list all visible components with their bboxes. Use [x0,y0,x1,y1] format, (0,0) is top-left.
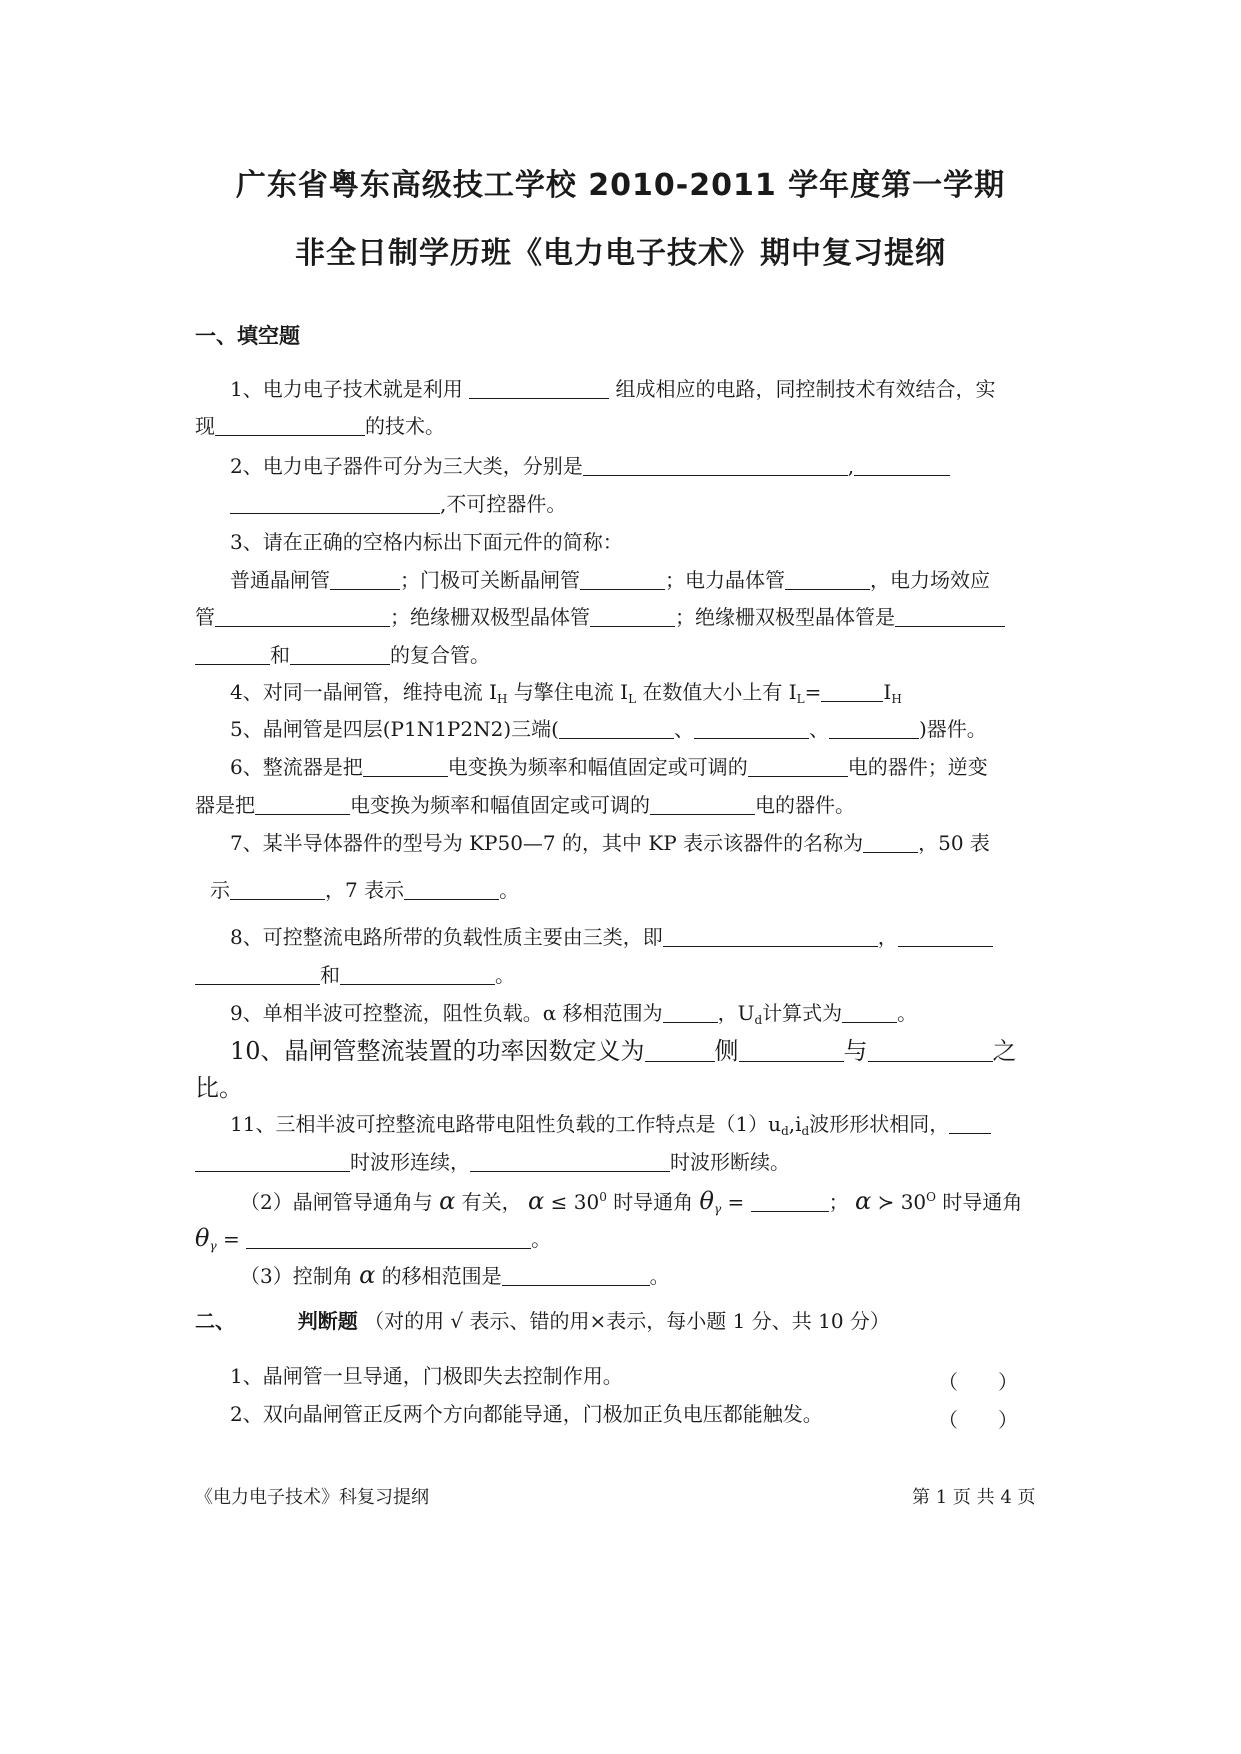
answer-blank[interactable] [751,1193,829,1212]
title-line-2: 非全日制学历班《电力电子技术》期中复习提纲 [295,236,946,271]
answer-blank[interactable] [785,571,870,590]
question-3-line-3: 管 ；绝缘栅双极型晶体管 ；绝缘栅双极型晶体管是 [195,607,1005,627]
question-11-line-3: （2）晶闸管导通角与 α 有关， $\alpha \le 30^0$ 时导通角 $\theta_\gamma$ = ； α ≻ $30^O$ 时导通角 [240,1187,1023,1216]
answer-blank[interactable] [898,928,993,947]
answer-blank[interactable] [895,608,1005,627]
answer-blank[interactable] [694,720,809,739]
answer-blank[interactable] [230,881,325,900]
answer-blank[interactable] [583,457,848,476]
answer-blank[interactable] [559,720,674,739]
answer-blank[interactable] [230,495,440,514]
question-9: 9、单相半波可控整流，阻性负载。α 移相范围为 ，$U_d$计算式为 。 [230,1001,918,1027]
alpha-symbol: α [855,1187,872,1215]
answer-blank[interactable] [246,1230,531,1249]
judgement-answer-2[interactable]: （ ） [938,1408,1018,1432]
footer-page-number: 第 1 页 共 4 页 [912,1487,1036,1508]
answer-blank[interactable] [195,1153,350,1172]
answer-blank[interactable] [290,646,390,665]
judgement-item-1: 1、晶闸管一旦导通，门极即失去控制作用。 [230,1364,623,1388]
answer-blank[interactable] [868,1040,993,1062]
question-10-line-1: 10、晶闸管整流装置的功率因数定义为 侧 与 之 [230,1037,1017,1065]
question-6-line-1: 6、整流器是把 电变换为频率和幅值固定或可调的 电的器件；逆变 [230,755,988,779]
answer-blank[interactable] [340,966,495,985]
question-8-line-1: 8、可控整流电路所带的负载性质主要由三类，即 ， [230,927,993,947]
question-1-line-1: 1、电力电子技术就是利用 组成相应的电路，同控制技术有效结合，实 [230,377,996,401]
question-11-line-2: 时波形连续， 时波形断续。 [195,1152,790,1172]
question-11-line-1: 11、三相半波可控整流电路带电阻性负载的工作特点是$(1)u_d,i_d$波形形状相同， [230,1114,991,1137]
answer-blank[interactable] [502,1267,650,1286]
question-11-line-5: （3）控制角 α 的移相范围是 。 [240,1261,670,1289]
answer-blank[interactable] [255,796,350,815]
theta-symbol: θ [195,1224,210,1252]
question-5: 5、晶闸管是四层(P1N1P2N2)三端( 、 、 )器件。 [230,717,987,741]
answer-blank[interactable] [580,571,665,590]
answer-blank[interactable] [739,1040,844,1062]
answer-blank[interactable] [469,380,609,399]
answer-blank[interactable] [842,1004,897,1023]
footer-course-title: 《电力电子技术》科复习提纲 [195,1487,429,1508]
question-3-line-1: 3、请在正确的空格内标出下面元件的简称： [230,530,623,554]
answer-blank[interactable] [470,1153,670,1172]
question-8-line-2: 和 。 [195,965,515,985]
answer-blank[interactable] [663,1004,718,1023]
alpha-symbol: α [359,1261,376,1289]
question-10-line-2: 比。 [195,1074,243,1102]
answer-blank[interactable] [949,1115,991,1134]
answer-blank[interactable] [330,571,400,590]
judgement-item-2: 2、双向晶闸管正反两个方向都能导通，门极加正负电压都能触发。 [230,1402,823,1426]
answer-blank[interactable] [663,928,878,947]
answer-blank[interactable] [363,758,448,777]
alpha-symbol: α [439,1187,456,1215]
question-7-line-2: 示 ，7 表示 。 [210,878,520,902]
question-2-line-1: 2、电力电子器件可分为三大类，分别是 , [230,456,950,476]
answer-blank[interactable] [404,881,499,900]
section-fill-blank-heading: 一、填空题 [195,324,300,348]
section-judgement-heading: 二、 判断题 （对的用 √ 表示、错的用×表示，每小题 1 分、共 10 分） [195,1309,890,1333]
answer-blank[interactable] [748,758,848,777]
answer-blank[interactable] [590,608,675,627]
answer-blank[interactable] [195,966,320,985]
judgement-answer-1[interactable]: （ ） [938,1370,1018,1394]
answer-blank[interactable] [215,417,365,436]
answer-blank[interactable] [863,834,918,853]
question-3-line-4: 和 的复合管。 [195,645,490,665]
question-6-line-2: 器是把 电变换为频率和幅值固定或可调的 电的器件。 [195,793,855,817]
answer-blank[interactable] [821,683,883,702]
alpha-symbol: α [528,1187,545,1215]
theta-symbol: θ [699,1187,714,1215]
title-line-1: 广东省粤东高级技工学校 2010-2011 学年度第一学期 [235,168,1006,203]
answer-blank[interactable] [645,1040,715,1062]
answer-blank[interactable] [829,720,919,739]
answer-blank[interactable] [650,796,755,815]
answer-blank[interactable] [215,608,390,627]
question-11-line-4: $\theta_\gamma$ = 。 [195,1224,552,1253]
question-2-line-2: ,不可控器件。 [230,494,566,514]
question-3-line-2: 普通晶闸管 ；门极可关断晶闸管 ；电力晶体管 ，电力场效应 [230,568,990,592]
question-7-line-1: 7、某半导体器件的型号为 KP50—7 的，其中 KP 表示该器件的名称为 ，50 表 [230,831,990,855]
answer-blank[interactable] [854,457,950,476]
question-4: 4、对同一晶闸管，维持电流 $I_H$ 与擎住电流 $I_L$ 在数值大小上有 $I_L= I_H$ [230,680,902,706]
question-1-line-2: 现 的技术。 [195,414,445,438]
answer-blank[interactable] [195,646,270,665]
